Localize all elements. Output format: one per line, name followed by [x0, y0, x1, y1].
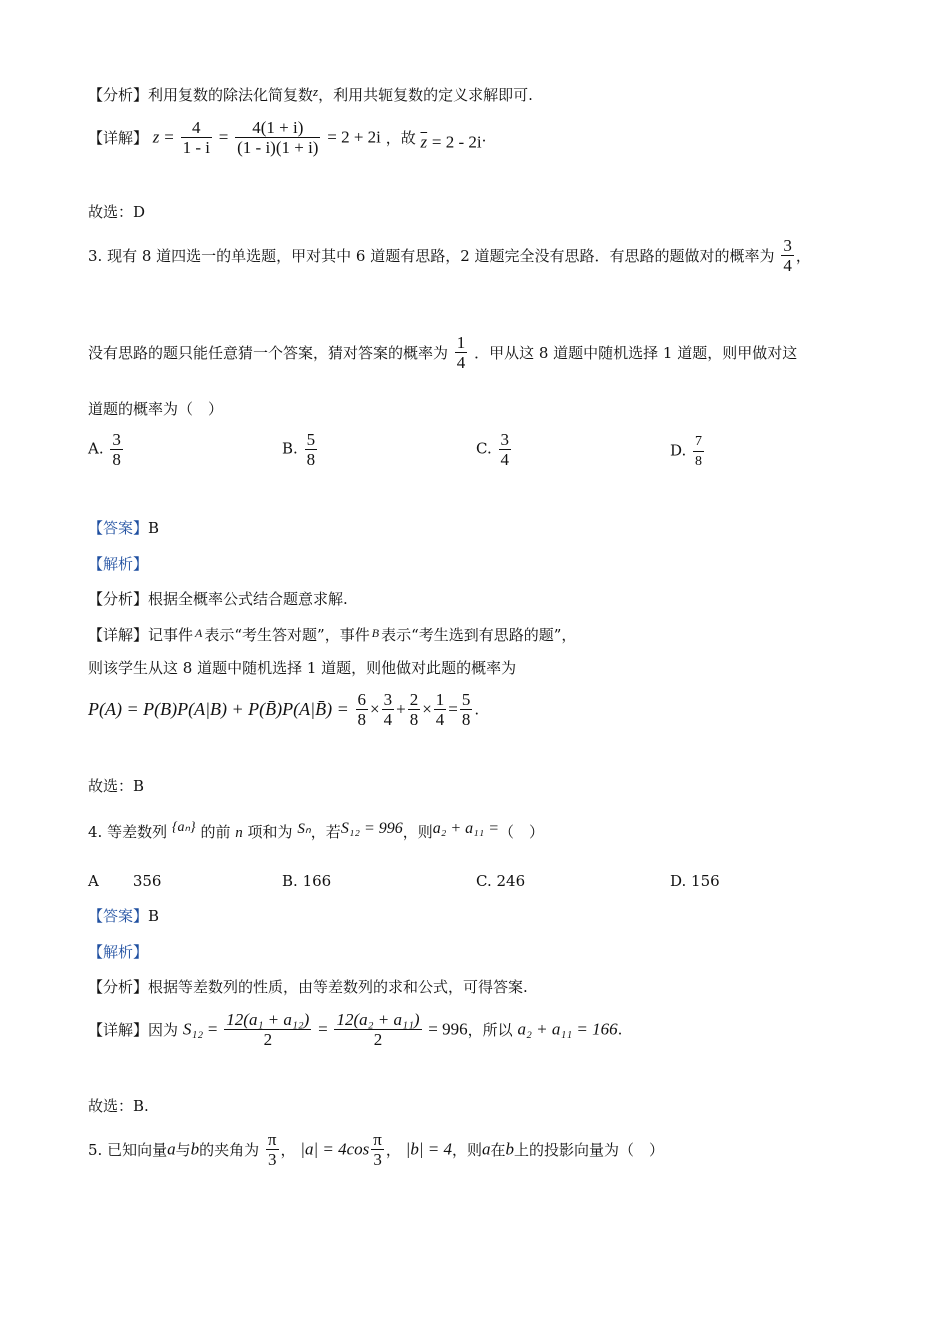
answer-value: B: [148, 907, 160, 925]
option-fraction: $\frac{3}{4}$: [500, 430, 509, 469]
times-sign: ×: [422, 699, 432, 719]
detail-tag: 【详解】: [88, 626, 149, 644]
event-a: A: [195, 626, 203, 640]
q4-stem: [88, 818, 544, 843]
abs-b: |b| = 4: [405, 1139, 452, 1159]
s12: S₁₂: [182, 1019, 204, 1039]
fraction-p1: $\frac{3}{4}$: [783, 236, 792, 275]
detail-b: ，所以: [467, 1021, 513, 1039]
q4-option-c[interactable]: [476, 872, 525, 890]
q4-option-b[interactable]: [282, 872, 331, 890]
q5-stem-e: 在: [490, 1141, 506, 1159]
var-n: n: [235, 825, 243, 841]
q3-stem2-tail: ．甲从这 8 道题中随机选择 1 道题，则甲做对这: [474, 344, 798, 362]
q4-option-a[interactable]: [88, 872, 161, 890]
fraction-2: $\frac{4(1 + i)}{(1 - i)(1 + i)}$: [237, 118, 319, 157]
option-label: B.: [282, 872, 298, 890]
abs-a: |a| = 4cos: [300, 1139, 370, 1159]
detail1c: 表示“考生选到有思路的题”，: [381, 626, 577, 644]
option-value: 356: [132, 872, 162, 890]
q5-stem-c: 的夹角为: [199, 1141, 260, 1159]
q3-formula: [88, 690, 479, 729]
q4-stem-e: ，则: [402, 823, 433, 841]
seq-an: {aₙ}: [171, 820, 196, 835]
detail-tag: 【详解】: [88, 129, 149, 147]
formula-lhs: P(A) = P(B)P(A|B) + P(B̄)P(A|B̄) =: [88, 699, 349, 719]
answer-tag: 【答案】: [88, 907, 149, 925]
option-fraction: $\frac{5}{8}$: [306, 430, 316, 469]
option-value: 156: [691, 872, 720, 890]
q3-stem-line1: [88, 236, 811, 275]
q3-choice: 故选：B: [88, 777, 145, 795]
q3-stem1: 3. 现有 8 道四选一的单选题，甲对其中 6 道题有思路，2 道题完全没有思路．有思路的题做对的概率为: [88, 247, 775, 265]
q2-analysis: [88, 82, 533, 105]
vec-a: a: [167, 1139, 176, 1159]
q5-stem-d: ，则: [452, 1141, 483, 1159]
analysis-tag: 【分析】: [88, 978, 149, 996]
option-label: D.: [670, 441, 687, 460]
analysis-text: 根据等差数列的性质，由等差数列的求和公式，可得答案.: [148, 978, 528, 996]
vec-a: a: [482, 1139, 491, 1159]
q4-stem-d: ，若: [310, 823, 341, 841]
conj-prefix: ，故: [385, 129, 416, 147]
q4-stem-a: 4. 等差数列: [88, 823, 168, 841]
detail1a: 记事件: [148, 626, 194, 644]
analysis-tag: 【分析】: [88, 86, 149, 104]
s12-eq: S₁₂ = 996: [340, 820, 403, 837]
q3-detail2: 则该学生从这 8 道题中随机选择 1 道题，则他做对此题的概率为: [88, 659, 517, 677]
detail-result: = 996: [428, 1019, 468, 1039]
option-label: A: [88, 872, 99, 890]
detail-frac-2: $\frac{\text{12(a₂ + a₁₁)}}{2}$: [336, 1010, 420, 1049]
end-dot: .: [481, 127, 487, 146]
eq-z: z: [152, 127, 160, 147]
end-dot: .: [474, 700, 480, 719]
formula-frac-3: $\frac{2}{8}$: [409, 690, 419, 729]
option-label: C.: [476, 872, 492, 890]
q3-option-c[interactable]: [476, 430, 513, 469]
q3-jiexi: 【解析】: [88, 555, 149, 573]
q5-stem-b: 与: [175, 1141, 191, 1159]
formula-frac-5: $\frac{5}{8}$: [461, 690, 471, 729]
detail-a: 因为: [148, 1021, 179, 1039]
detail-final: a₂ + a₁₁ = 166: [517, 1019, 618, 1039]
q4-stem-f: （ ）: [499, 823, 545, 841]
variable-z: z: [313, 84, 319, 99]
q3-stem2: 没有思路的题只能任意猜一个答案，猜对答案的概率为: [88, 344, 449, 362]
end-dot: .: [617, 1020, 623, 1039]
target-expr: a₂ + a₁₁ =: [432, 820, 500, 837]
q3-detail1: [88, 623, 576, 645]
q3-option-b[interactable]: [282, 430, 319, 469]
event-b: B: [371, 626, 380, 640]
answer-tag: 【答案】: [88, 519, 149, 537]
cos-fraction: $\frac{\pi}{3}$: [373, 1130, 382, 1169]
q4-analysis: [88, 977, 528, 997]
equals-sign: =: [448, 699, 458, 719]
q4-stem-c: 项和为: [247, 823, 293, 841]
option-label: B.: [282, 439, 298, 458]
stem1-tail: ，: [795, 247, 811, 265]
detail1b: 表示“考生答对题”，事件: [204, 626, 370, 644]
eq-result: = 2 + 2i: [327, 127, 381, 147]
option-label: A.: [88, 439, 104, 458]
conj-z: $\overline{z}$: [420, 132, 428, 152]
analysis-tag: 【分析】: [88, 590, 149, 608]
vec-b: b: [505, 1139, 515, 1159]
q4-option-d[interactable]: [670, 872, 720, 890]
analysis-text: 根据全概率公式结合题意求解.: [148, 590, 348, 608]
option-value: 246: [496, 872, 526, 890]
vec-b: b: [190, 1139, 200, 1159]
q4-jiexi: 【解析】: [88, 943, 149, 961]
q4-detail: 【详解】因为 S₁₂ = $\frac{\text{12(a₁ + a₁₂)}}{2}$ = $\frac{\text{12(a₂ + a₁₁)}}{2}$ = 996，所以 a₂ + a₁₁ = 166.: [88, 1010, 623, 1049]
times-sign: ×: [370, 699, 380, 719]
q3-stem3: 道题的概率为（ ）: [88, 400, 224, 418]
option-fraction: $\frac{7}{8}$: [695, 434, 703, 469]
analysis-tail: ，利用共轭复数的定义求解即可.: [318, 86, 533, 104]
option-label: C.: [476, 439, 492, 458]
option-value: 166: [302, 872, 332, 890]
q2-detail: 【详解】 z = $\frac{4}{1 - i}$ = $\frac{4(1 + i)}{(1 - i)(1 + i)}$ = 2 + 2i ，故 $\overline{z} = 2 - 2i$.: [88, 118, 487, 157]
q3-option-d[interactable]: [670, 432, 706, 471]
q5-stem: [88, 1130, 664, 1169]
option-label: D.: [670, 872, 687, 890]
angle-fraction: $\frac{\pi}{3}$: [267, 1130, 277, 1169]
answer-value: B: [148, 519, 160, 537]
q5-stem-a: 5. 已知向量: [88, 1141, 168, 1159]
q4-stem-b: 的前: [200, 823, 231, 841]
q3-analysis: [88, 589, 348, 609]
formula-frac-4: $\frac{1}{4}$: [435, 690, 445, 729]
comma: ，: [280, 1141, 296, 1159]
formula-frac-1: $\frac{6}{8}$: [357, 690, 366, 729]
var-sn: Sₙ: [297, 821, 311, 837]
q4-answer: [88, 906, 159, 926]
q3-option-a[interactable]: [88, 430, 125, 469]
formula-frac-2: $\frac{3}{4}$: [383, 690, 393, 729]
fraction-1: $\frac{4}{1 - i}$: [182, 118, 210, 157]
q2-choice: 故选：D: [88, 203, 146, 221]
q3-answer: [88, 518, 159, 538]
q4-choice: 故选：B.: [88, 1097, 149, 1115]
detail-tag: 【详解】: [88, 1021, 149, 1039]
detail-frac-1: $\frac{\text{12(a₁ + a₁₂)}}{2}$: [226, 1010, 310, 1049]
conj-result: = 2 - 2i: [431, 132, 482, 152]
q3-stem-line2: [88, 333, 797, 372]
fraction-p2: $\frac{1}{4}$: [456, 333, 466, 372]
q5-stem-f: 上的投影向量为（ ）: [514, 1141, 665, 1159]
analysis-text: 利用复数的除法化简复数: [148, 86, 314, 104]
option-fraction: $\frac{3}{8}$: [112, 430, 121, 469]
comma: ，: [385, 1141, 401, 1159]
plus-sign: +: [396, 699, 406, 719]
